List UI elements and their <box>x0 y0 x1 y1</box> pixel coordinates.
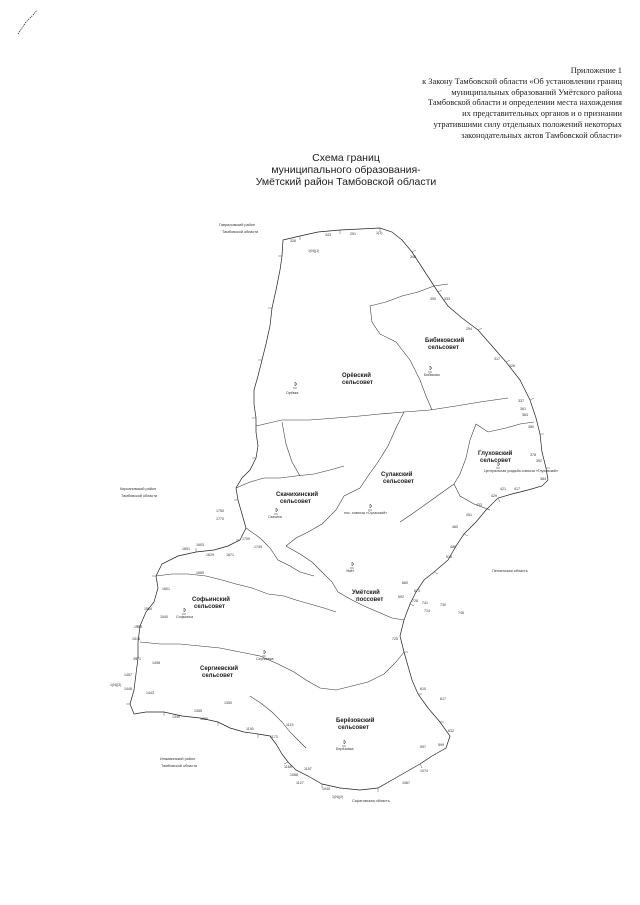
settlement-umet-label: Умёт <box>346 569 355 573</box>
point-label: 1127 <box>296 781 304 785</box>
settlement-oreovka-icon <box>293 382 297 388</box>
council-oreovsky-name: Орёвский <box>342 373 371 379</box>
settlement-bibikovo-label: Бибиково <box>424 373 440 377</box>
map-title-line-2: муниципального образования- <box>271 164 421 176</box>
point-label: 1067 <box>402 781 410 785</box>
point-label: 1(N)(3) <box>110 683 122 687</box>
point-label: 317 <box>494 357 500 361</box>
point-label: 417 <box>514 487 520 491</box>
appendix-number: Приложение 1 <box>570 66 622 75</box>
point-label: 660 <box>402 581 408 585</box>
point-label: 1355 <box>194 709 202 713</box>
point-label: 1173 <box>270 735 278 739</box>
settlement-umet-icon <box>350 562 354 568</box>
point-label: 333 <box>444 297 450 301</box>
point-label: 1770 <box>216 517 224 521</box>
point-label: 361 <box>520 407 526 411</box>
council-bibikovsky-type: сельсовет <box>428 345 459 351</box>
appendix-line-3: муниципальных образований Умётского района <box>451 87 622 97</box>
council-berezovsky-type: сельсовет <box>338 725 369 731</box>
appendix-line-7: законодательных актов Тамбовской области» <box>461 130 622 140</box>
point-label: 1498 <box>152 661 160 665</box>
point-label: 429 <box>491 494 497 498</box>
point-label: 392 <box>536 459 542 463</box>
point-label: 1671 <box>226 553 234 557</box>
point-label: 1448 <box>124 687 132 691</box>
neighbor-saratov-region: Саратовская область <box>352 799 390 803</box>
point-label: 692 <box>398 595 404 599</box>
point-label: 1540 <box>160 615 168 619</box>
point-label: 1629 <box>206 553 214 557</box>
point-label: 1190 <box>246 727 254 731</box>
neighbor-inzhavinsky-region: Тамбовской области <box>161 764 198 768</box>
point-label: 1197 <box>304 767 312 771</box>
point-label: 1(N)(1) <box>308 249 320 253</box>
district-outer-boundary <box>130 228 548 790</box>
appendix-line-6: утратившими силу отдельных положений некоторых <box>433 119 622 129</box>
settlement-oreovka-label: Орёвка <box>286 391 299 395</box>
appendix-line-4: Тамбовской области и определении места нахождения <box>427 98 622 108</box>
point-label: 673 <box>414 589 420 593</box>
appendix-line-2: к Закону Тамбовской области «Об установлении границ <box>422 76 622 86</box>
settlement-sulak-icon <box>368 504 372 510</box>
point-label: 1651 <box>182 547 190 551</box>
neighbor-penza-region: Пензенская область <box>492 569 528 573</box>
council-sulaksky-name: Сулакский <box>381 472 413 478</box>
council-umetsky-name: Умётский <box>352 590 380 596</box>
settlement-sulak-label: пос. совхоза «Сулакский» <box>344 511 388 515</box>
point-label: 326 <box>290 239 296 243</box>
boundary-point-numbers <box>110 231 546 799</box>
council-skachikhinsky-type: сельсовет <box>280 499 311 505</box>
point-label: 1689 <box>196 571 204 575</box>
point-label: 1168 <box>284 765 292 769</box>
point-label: 714 <box>424 609 430 613</box>
point-label: 1603 <box>196 543 204 547</box>
point-label: 1045 <box>322 787 330 791</box>
point-label: 486 <box>450 545 456 549</box>
point-label: 1068 <box>290 773 298 777</box>
point-label: 632 <box>448 729 454 733</box>
council-sofyinsky-type: сельсовет <box>194 604 225 610</box>
point-label: 326 <box>509 364 515 368</box>
council-glukhovsky-type: сельсовет <box>480 458 511 464</box>
point-label: 1750 <box>216 509 224 513</box>
point-label: 1(1) <box>376 231 383 235</box>
point-label: 1457 <box>124 673 132 677</box>
point-label: 725 <box>392 637 398 641</box>
point-label: 516 <box>446 555 452 559</box>
point-label: 1349 <box>172 715 180 719</box>
point-label: 1528 <box>134 625 142 629</box>
point-label: 1115 <box>286 723 294 727</box>
settlement-skachikha-icon <box>274 508 278 514</box>
point-label: 1350 <box>224 701 232 705</box>
settlement-sergievka-label: Сергиевка <box>256 657 274 661</box>
point-label: 1471 <box>133 657 141 661</box>
map-title-line-3: Умётский район Тамбовской области <box>255 176 437 188</box>
point-label: 343 <box>325 233 331 237</box>
settlement-bibikovo-icon <box>428 366 432 372</box>
point-label: 433 <box>476 503 482 507</box>
point-label: 599 <box>438 743 444 747</box>
settlement-sergievka-icon <box>262 650 266 656</box>
point-label: 291 <box>350 232 356 236</box>
point-label: 384 <box>540 477 546 481</box>
settlement-sofyinka-icon <box>182 608 186 614</box>
neighbor-gavrilovsky-region: Тамбовской области <box>222 230 259 234</box>
point-label: 597 <box>420 745 426 749</box>
point-label: 378 <box>530 453 536 457</box>
settlement-berezovka-icon <box>342 740 346 746</box>
council-bibikovsky-name: Бибиковский <box>425 338 465 344</box>
point-label: 745 <box>458 611 464 615</box>
neighbor-kirsanovsky-district: Кирсановский район <box>120 487 157 491</box>
council-sergievsky-type: сельсовет <box>202 673 233 679</box>
neighbor-gavrilovsky-district: Гавриловский район <box>219 223 255 227</box>
point-label: 730 <box>440 603 446 607</box>
point-label: 346 <box>410 255 416 259</box>
point-label: 451 <box>466 513 472 517</box>
point-label: 294 <box>466 327 472 331</box>
point-label: 741 <box>422 601 428 605</box>
council-sulaksky-type: сельсовет <box>383 479 414 485</box>
point-label: 1564 <box>144 607 152 611</box>
point-label: 1709 <box>242 537 250 541</box>
settlement-berezovka-label: Берёзовка <box>336 747 354 751</box>
council-skachikhinsky-name: Скачихинский <box>276 492 319 498</box>
point-label: 617 <box>440 697 446 701</box>
point-label: 1601 <box>162 587 170 591</box>
settlement-glukhovka-label: Центральная усадьба совхоза «Глуховский» <box>484 469 559 473</box>
council-glukhovsky-name: Глуховский <box>478 451 513 457</box>
point-label: 460 <box>452 525 458 529</box>
neighbor-inzhavinsky-district: Инжавинский район <box>160 757 196 761</box>
settlement-skachikha-label: Скачиха <box>268 515 282 519</box>
point-label: 1749 <box>254 545 262 549</box>
council-berezovsky-name: Берёзовский <box>336 718 375 724</box>
point-label: 1286 <box>200 717 208 721</box>
neighbor-kirsanovsky-region: Тамбовской области <box>121 494 158 498</box>
point-label: 421 <box>500 487 506 491</box>
council-oreovsky-type: сельсовет <box>342 380 373 386</box>
council-umetsky-type: поссовет <box>356 597 384 603</box>
point-label: 1443 <box>146 691 154 695</box>
point-label: 610 <box>420 687 426 691</box>
point-label: 337 <box>518 399 524 403</box>
council-sofyinsky-name: Софьинский <box>192 597 230 603</box>
point-label: 1074 <box>420 769 428 773</box>
settlement-sofyinka-label: Софьинка <box>176 615 194 619</box>
point-label: 728 <box>412 599 418 603</box>
point-label: 390 <box>430 297 436 301</box>
council-sergievsky-name: Сергиевский <box>200 666 239 672</box>
point-label: 380 <box>528 425 534 429</box>
point-label: 1518 <box>132 637 140 641</box>
point-label: 363 <box>522 413 528 417</box>
point-label: 1(N)(2) <box>332 795 344 799</box>
council-internal-boundaries <box>140 284 534 748</box>
map-title-line-1: Схема границ <box>312 152 380 164</box>
appendix-line-5: их представительных органов и о признании <box>462 109 622 119</box>
